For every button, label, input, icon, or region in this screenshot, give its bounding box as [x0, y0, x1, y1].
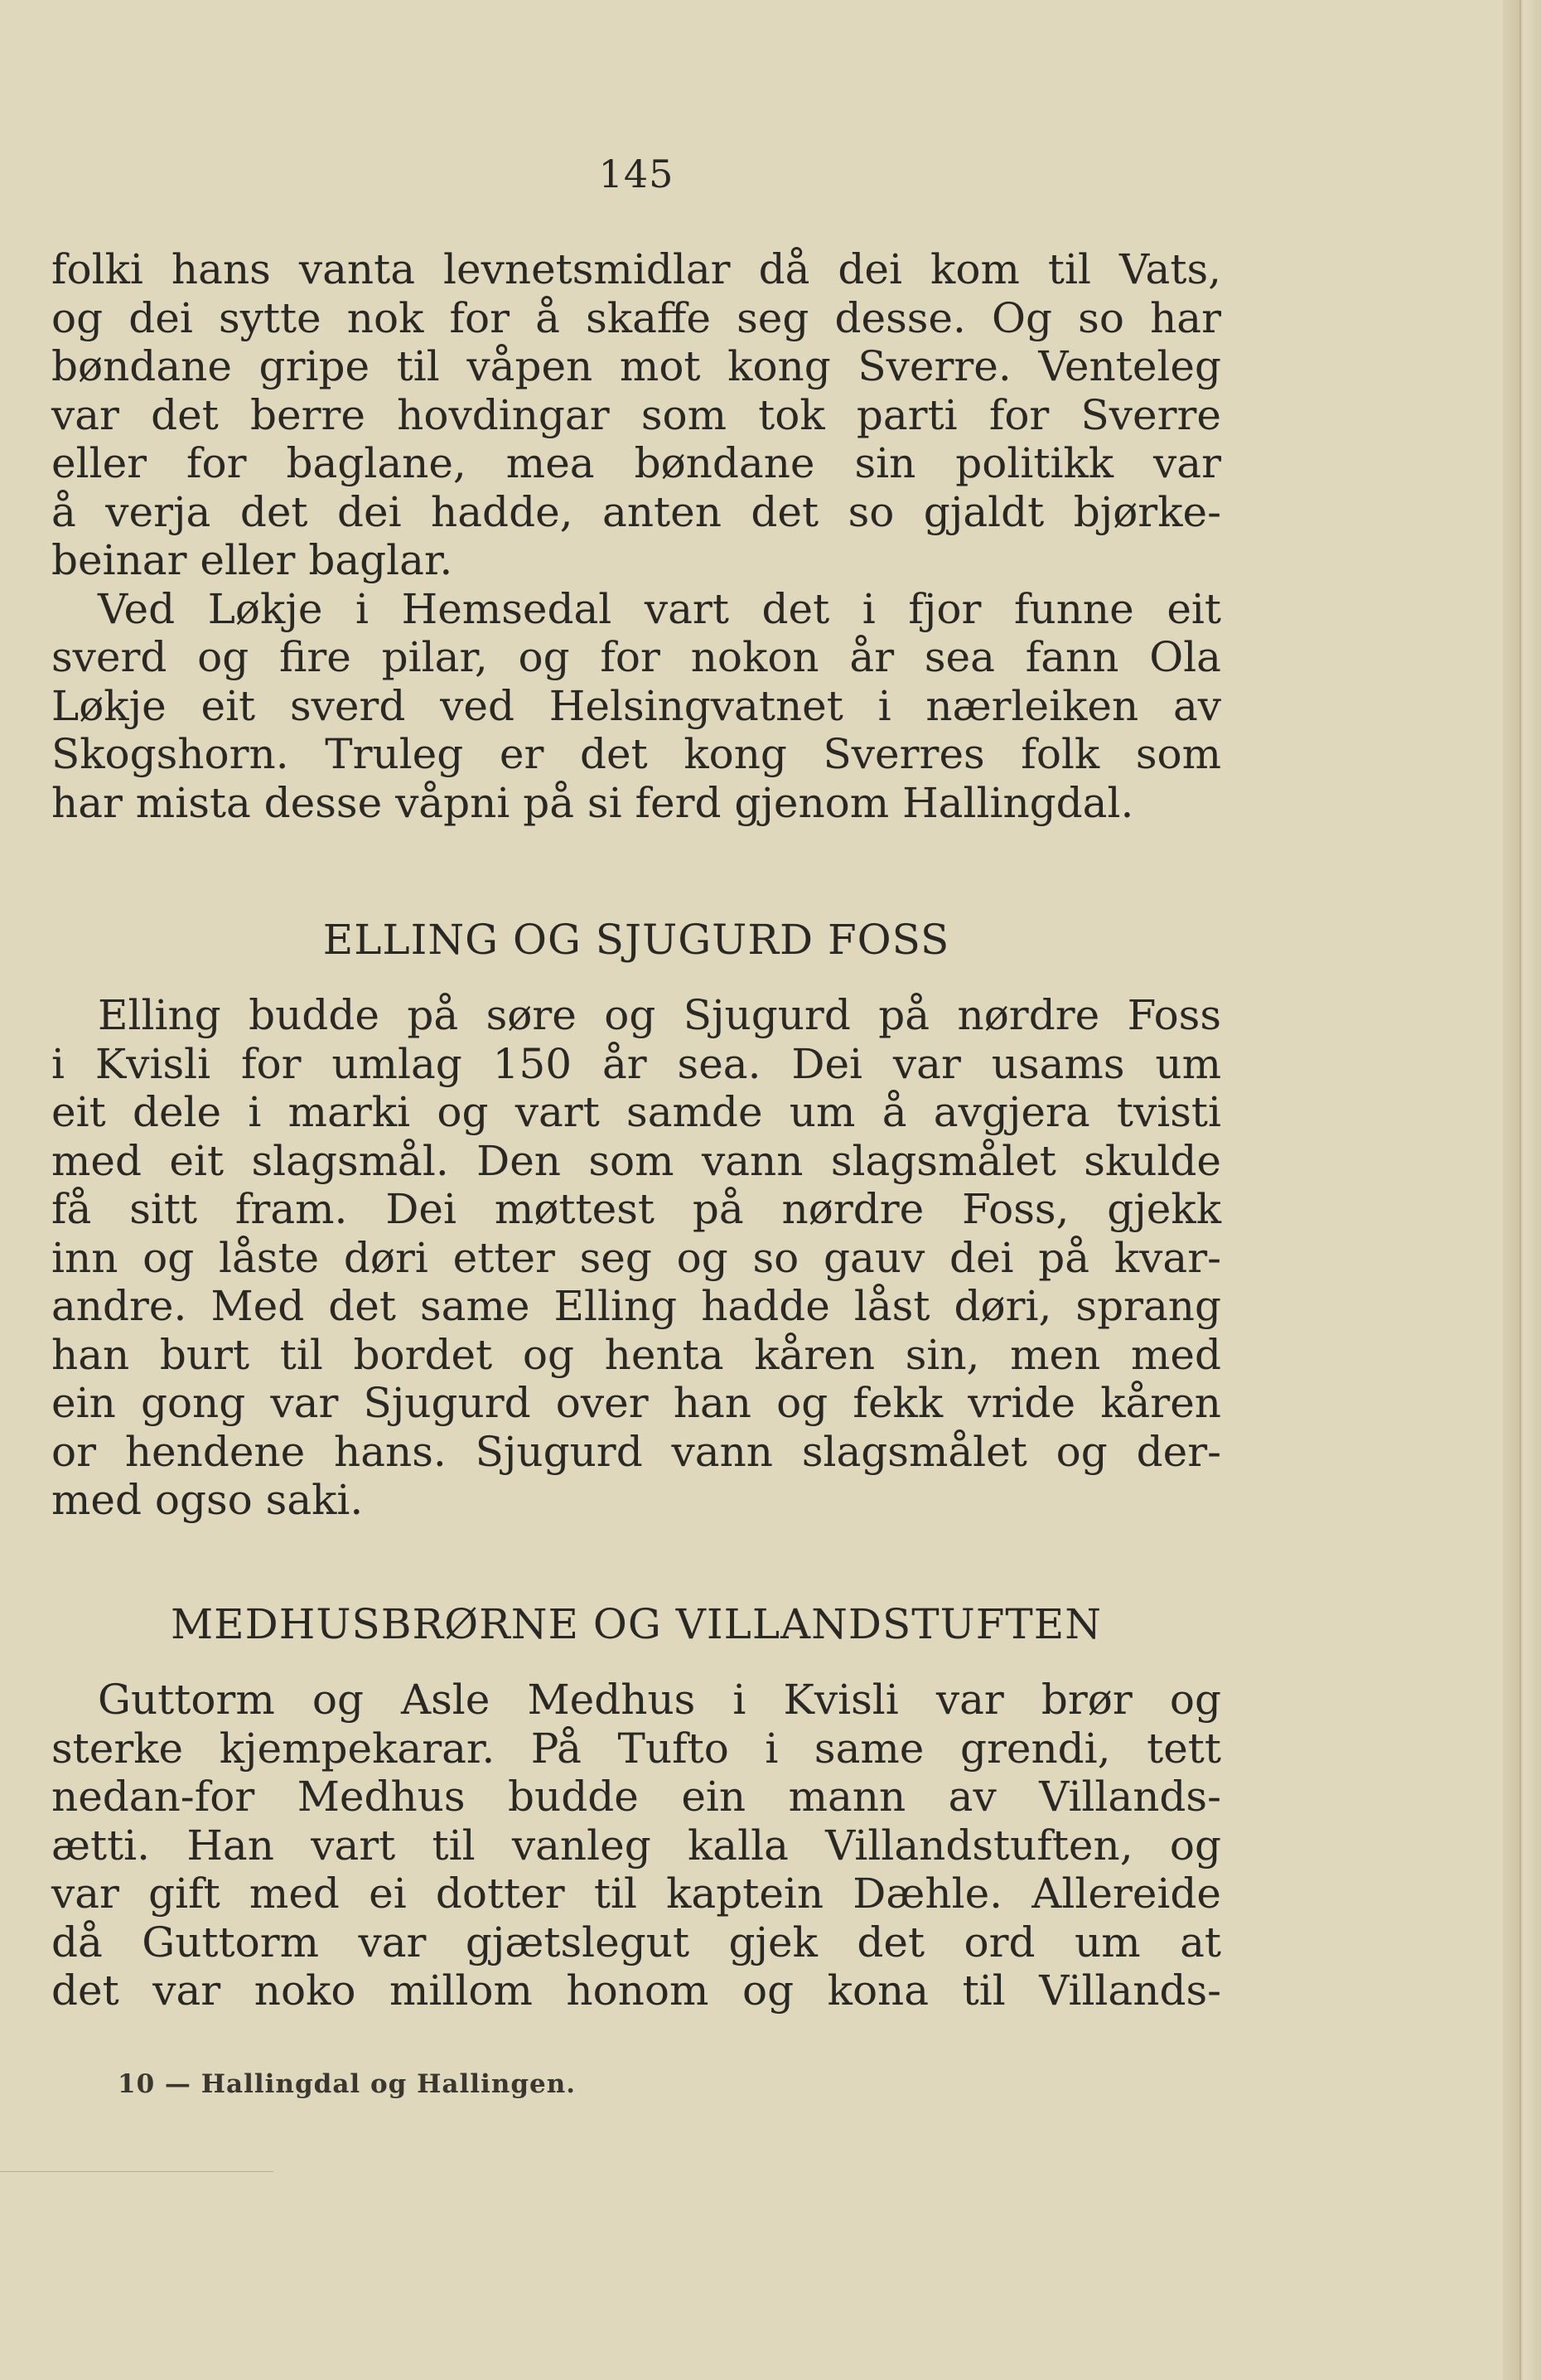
footer-divider [0, 2171, 273, 2172]
text-line: det var noko millom honom og kona til Villands- [51, 1966, 1221, 2015]
page-edge [1503, 0, 1541, 2380]
text-line: med eit slagsmål. Den som vann slagsmålet skulde [51, 1136, 1221, 1185]
text-line: or hendene hans. Sjugurd vann slagsmålet og der- [51, 1427, 1221, 1476]
text-line: ætti. Han vart til vanleg kalla Villandstuften, og [51, 1821, 1221, 1870]
text-line: få sitt fram. Dei møttest på nørdre Foss, gjekk [51, 1185, 1221, 1233]
text-line: har mista desse våpni på si ferd gjenom Hallingdal. [51, 778, 1134, 827]
text-line: sterke kjempekarar. På Tufto i same grendi, tett [51, 1724, 1221, 1773]
text-line: bøndane gripe til våpen mot kong Sverre. Venteleg [51, 342, 1221, 390]
page-number: 145 [598, 152, 674, 196]
text-line: folki hans vanta levnetsmidlar då dei kom til Vats, [51, 245, 1221, 293]
text-line: var gift med ei dotter til kaptein Dæhle. Allereide [51, 1870, 1221, 1918]
text-line: då Guttorm var gjætslegut gjek det ord um at [51, 1918, 1221, 1966]
text-line: sverd og fire pilar, og for nokon år sea fann Ola [51, 633, 1221, 681]
text-line: ein gong var Sjugurd over han og fekk vride kåren [51, 1379, 1221, 1427]
medhus-text [51, 1676, 1221, 2015]
section-heading-elling: ELLING OG SJUGURD FOSS [322, 916, 950, 964]
elling-text [51, 991, 1221, 1525]
page-edge-line [1519, 0, 1521, 2380]
intro-text [51, 245, 1221, 827]
text-line: og dei sytte nok for å skaffe seg desse. Og so har [51, 293, 1221, 342]
signature-footer: 10 — Hallingdal og Hallingen. [118, 2069, 577, 2099]
section-heading-medhus: MEDHUSBRØRNE OG VILLANDSTUFTEN [170, 1600, 1103, 1648]
text-line: inn og låste døri etter seg og so gauv dei på kvar- [51, 1233, 1221, 1282]
text-line: å verja det dei hadde, anten det so gjaldt bjørke- [51, 487, 1221, 536]
text-line: var det berre hovdingar som tok parti for Sverre [51, 390, 1221, 439]
text-line: nedan-for Medhus budde ein mann av Villands- [51, 1773, 1221, 1821]
text-line: eit dele i marki og vart samde um å avgjera tvisti [51, 1088, 1221, 1136]
text-line: med ogso saki. [51, 1476, 364, 1524]
text-line: eller for baglane, mea bøndane sin politikk var [51, 439, 1221, 487]
text-line: Ved Løkje i Hemsedal vart det i fjor funne eit [98, 584, 1221, 633]
text-line: Guttorm og Asle Medhus i Kvisli var brør og [98, 1676, 1221, 1724]
text-line: Elling budde på søre og Sjugurd på nørdre Foss [98, 991, 1221, 1039]
text-line: andre. Med det same Elling hadde låst døri, sprang [51, 1282, 1221, 1330]
text-line: han burt til bordet og henta kåren sin, men med [51, 1330, 1221, 1379]
text-line: beinar eller baglar. [51, 536, 453, 584]
text-line: Løkje eit sverd ved Helsingvatnet i nærleiken av [51, 681, 1221, 730]
text-line: Skogshorn. Truleg er det kong Sverres folk som [51, 730, 1221, 778]
text-line: i Kvisli for umlag 150 år sea. Dei var usams um [51, 1039, 1221, 1088]
